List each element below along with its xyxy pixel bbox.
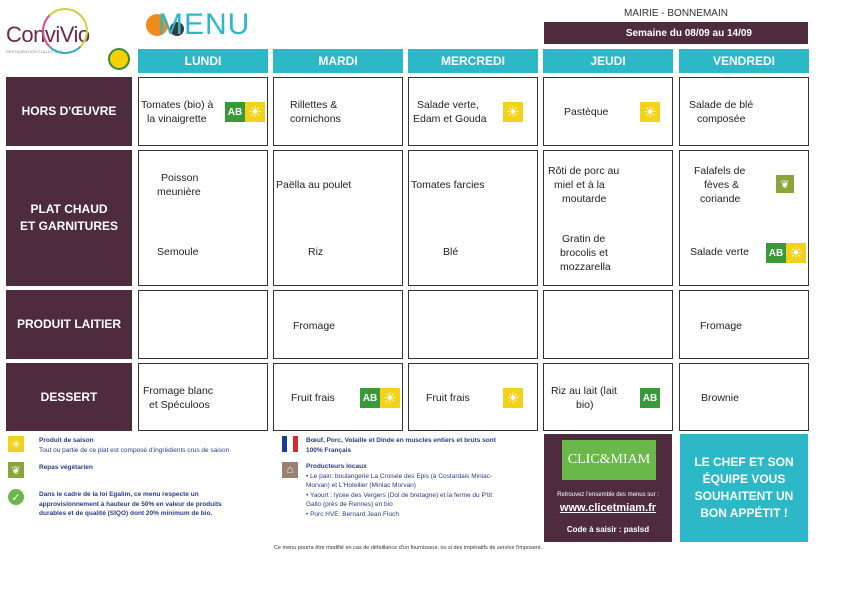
logo-ring-icon — [42, 8, 88, 54]
day-header-mercredi: MERCREDI — [408, 49, 538, 73]
row-label-text: DESSERT — [40, 389, 98, 404]
garniture-text: Gratin de — [562, 233, 606, 245]
clic-retrouvez: Retrouvez l'ensemble des menus sur : — [557, 492, 659, 498]
dish-text: coriande — [700, 193, 741, 205]
sun-icon: ☀ — [786, 243, 806, 263]
logo-tagline: RESTAURATION COLLECTIVE — [6, 49, 63, 54]
dish-text: miel et à la — [554, 179, 605, 191]
legend-egalim-line: Dans le cadre de la loi Egalim, ce menu respecte un — [39, 491, 199, 498]
dish-text: Fruit frais — [291, 392, 335, 404]
bio-ab-icon: AB — [766, 243, 786, 263]
cell-mardi-plat — [273, 150, 403, 286]
legend-producteurs-line: • Yaourt : lycée des Vergers (Dol de bretagne) et la ferme du P'tit — [306, 491, 493, 499]
dish-text: Rillettes & — [290, 99, 338, 111]
check-icon: ✓ — [8, 489, 24, 505]
cell-mercredi-plat — [408, 150, 538, 286]
bio-ab-icon: AB — [225, 102, 245, 122]
row-label-text: PRODUIT LAITIER — [17, 317, 121, 331]
cell-jeudi-dessert — [543, 363, 673, 431]
legend-producteurs — [306, 462, 541, 519]
dish-text: Tomates farcies — [411, 179, 485, 191]
legend-viande-line: 100% Français — [306, 446, 352, 454]
dish-text: Fromage — [293, 320, 336, 332]
cell-lundi-hors — [138, 77, 268, 146]
dish-text: Riz au lait (lait — [551, 385, 617, 397]
clic-url-link[interactable]: www.clicetmiam.fr — [559, 502, 657, 514]
cell-lundi-dessert — [138, 363, 268, 431]
dish-text: Brownie — [701, 392, 739, 404]
chef-message: LE CHEF ET SON ÉQUIPE VOUS SOUHAITENT UN BON APPÉTIT ! — [680, 434, 808, 542]
legend-saison-text: Tout ou partie de ce plat est composé d'ingrédients crus de saison — [39, 446, 230, 454]
legend-producteurs-line: • Le pain: boulangerie La Croisée des Epis (à Costardais Miniac- — [306, 472, 493, 480]
row-label-text: PLAT CHAUD — [30, 202, 108, 216]
cell-mardi-hors — [273, 77, 403, 146]
legend-veg: Repas végétarien — [39, 464, 93, 471]
garniture-text: Semoule — [157, 246, 199, 258]
dish-text: fèves & — [704, 179, 740, 191]
farm-icon: ⌂ — [282, 462, 298, 478]
clic-miam-logo: CLIC&MIAM — [562, 440, 656, 480]
french-flag-icon — [282, 436, 298, 452]
legend-producteurs-line: • Porc HVE: Bernard Jean Floch — [306, 510, 399, 518]
cell-vendredi-plat — [679, 150, 809, 286]
cell-jeudi-plat — [543, 150, 673, 286]
cell-vendredi-dessert — [679, 363, 809, 431]
cell-mardi-laitier — [273, 290, 403, 359]
legend-producteurs-line: Morvan) et L'Hotellier (Miniac Morvan) — [306, 482, 416, 489]
legend-viande — [306, 436, 536, 455]
convivio-logo — [6, 8, 106, 68]
dish-text: bio) — [576, 399, 594, 411]
row-label-hors-doeuvre — [6, 77, 132, 146]
cell-jeudi-laitier — [543, 290, 673, 359]
dish-text: Tomates (bio) à — [141, 99, 214, 111]
bio-ab-icon: AB — [640, 388, 660, 408]
dish-text: cornichons — [290, 113, 341, 125]
dish-text: la vinaigrette — [147, 113, 207, 125]
legend-egalim-line: durables et de qualité (SIQO) dont 20% minimum de bio. — [39, 510, 213, 517]
dish-text: Salade verte, — [417, 99, 479, 111]
sun-icon: ☀ — [640, 102, 660, 122]
quality-badge-icon — [108, 48, 130, 70]
day-header-vendredi: VENDREDI — [679, 49, 809, 73]
dish-text: Fromage blanc — [143, 385, 214, 397]
cell-mercredi-dessert — [408, 363, 538, 431]
dish-text: et Spéculoos — [149, 399, 210, 411]
cell-vendredi-hors — [679, 77, 809, 146]
cell-mercredi-laitier — [408, 290, 538, 359]
dish-text: Paëlla au poulet — [276, 179, 352, 191]
day-header-mardi: MARDI — [273, 49, 403, 73]
garniture-text: mozzarella — [560, 261, 611, 273]
row-label-dessert — [6, 363, 132, 431]
sun-icon: ☀ — [503, 102, 523, 122]
footer-disclaimer: Ce menu pourra être modifié en cas de défaillance d'un fournisseur, ou si des impératifs de service l'imposent. — [273, 545, 543, 551]
dish-text: Poisson — [161, 172, 199, 184]
cell-lundi-laitier — [138, 290, 268, 359]
cell-mardi-dessert — [273, 363, 403, 431]
garniture-text: Blé — [443, 246, 459, 258]
week-banner: Semaine du 08/09 au 14/09 — [544, 22, 808, 44]
dish-text: Rôti de porc au — [548, 165, 620, 177]
sun-icon: ☀ — [380, 388, 400, 408]
legend-saison — [39, 436, 279, 455]
dish-text: Salade de blé — [689, 99, 754, 111]
row-label-plat-chaud — [6, 150, 132, 286]
logo-text: ConviVio — [6, 22, 90, 47]
sun-icon: ☀ — [8, 436, 24, 452]
bio-ab-icon: AB — [360, 388, 380, 408]
dish-text: meunière — [157, 186, 201, 198]
dish-text: Fruit frais — [426, 392, 470, 404]
cell-lundi-plat — [138, 150, 268, 286]
legend-egalim-line: approvisionnement à hauteur de 50% en valeur de produits — [39, 500, 222, 508]
legend-egalim — [39, 490, 269, 519]
sun-icon: ☀ — [503, 388, 523, 408]
dish-text: Edam et Gouda — [413, 113, 487, 125]
dish-text: composée — [697, 113, 746, 125]
sun-icon: ☀ — [245, 102, 265, 122]
row-label-text: HORS D'ŒUVRE — [21, 104, 117, 118]
legend-producteurs-line: Gallo (près de Rennes) en bio — [306, 501, 393, 508]
dish-text: moutarde — [562, 193, 607, 205]
day-header-jeudi: JEUDI — [543, 49, 673, 73]
mairie-label: MAIRIE - BONNEMAIN — [624, 8, 728, 19]
legend-producteurs-title: Producteurs locaux — [306, 463, 367, 470]
garniture-text: Salade verte — [690, 246, 749, 258]
cell-mercredi-hors — [408, 77, 538, 146]
row-label-produit-laitier — [6, 290, 132, 359]
cell-vendredi-laitier — [679, 290, 809, 359]
dish-text: Pastèque — [564, 106, 609, 118]
leaf-icon: ❦ — [776, 175, 794, 193]
legend-viande-line: Bœuf, Porc, Volaille et Dinde en muscles entiers et bruts sont — [306, 437, 496, 444]
dish-text: Fromage — [700, 320, 743, 332]
garniture-text: Riz — [308, 246, 324, 258]
legend-saison-title: Produit de saison — [39, 437, 94, 444]
clic-code: Code à saisir : paslsd — [566, 525, 650, 534]
row-label-text: ET GARNITURES — [19, 219, 118, 233]
menu-title: MENU — [158, 8, 251, 41]
garniture-text: brocolis et — [560, 247, 608, 259]
leaf-icon: ❦ — [8, 462, 24, 478]
cell-jeudi-hors — [543, 77, 673, 146]
dish-text: Falafels de — [694, 165, 746, 177]
day-header-lundi: LUNDI — [138, 49, 268, 73]
